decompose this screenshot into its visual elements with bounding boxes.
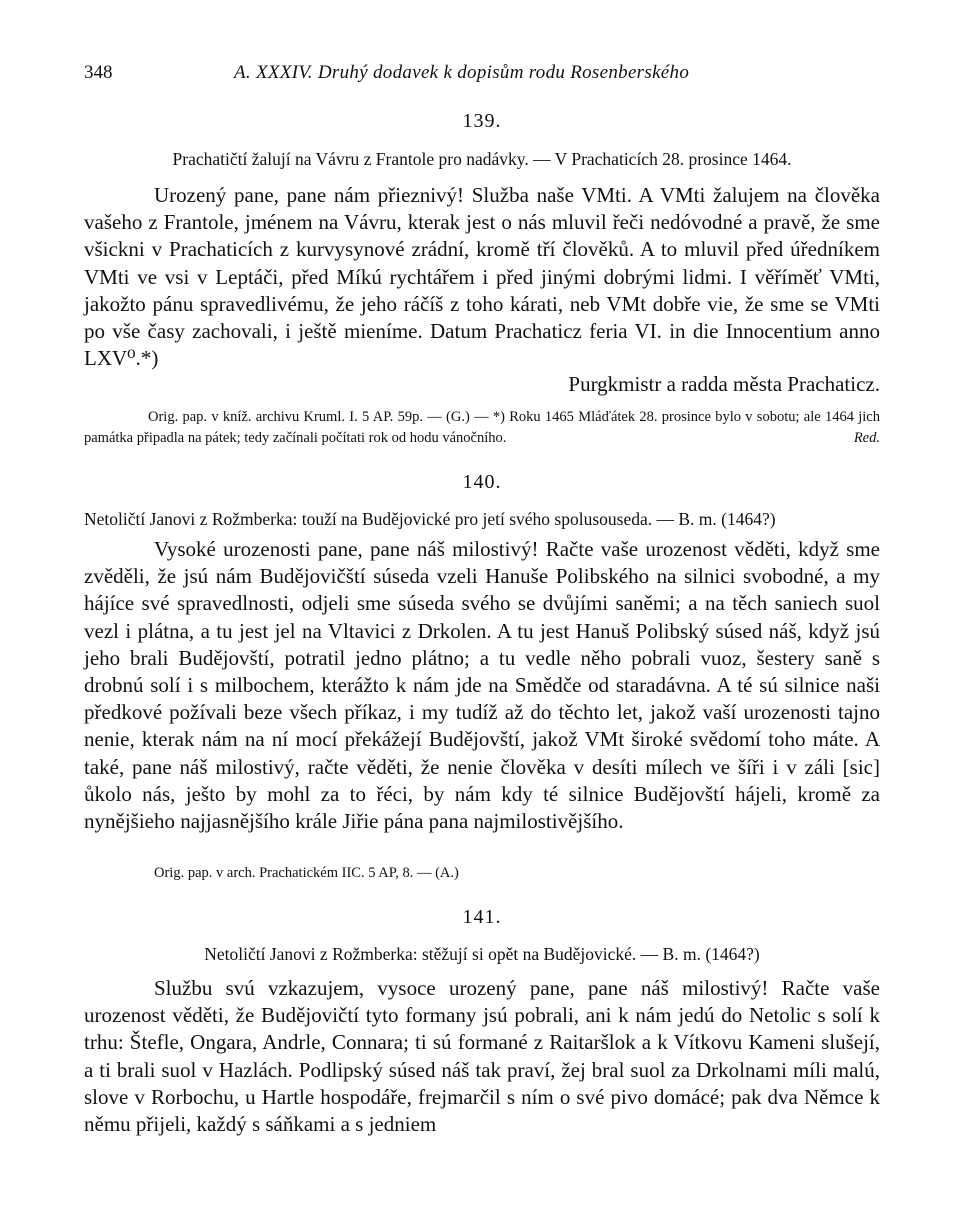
editor-mark: Red.	[853, 430, 880, 446]
document-text	[84, 536, 880, 835]
running-header	[84, 62, 880, 88]
document-regest: Netoličtí Janovi z Rožmberka: touží na Budějovické pro jetí svého spolusouseda. — B. m. (1464?)	[84, 509, 776, 529]
document-number: 140.	[462, 471, 502, 493]
document-number: 141.	[462, 906, 502, 928]
document-text	[84, 975, 880, 1138]
running-title: A. XXXIV. Druhý dodavek k dopisům rodu Rosenberského	[234, 62, 690, 83]
footnote-text: Orig. pap. v kníž. archivu Kruml. I. 5 AP. 59p. — (G.) — *) Roku 1465 Mláďátek 28. prosince bylo v sobotu; ale 1464 jich památka připadla na pátek; tedy začínali počítati rok od hodu vánočního.	[84, 409, 880, 446]
document-text	[84, 182, 880, 372]
document-number: 139.	[462, 110, 502, 132]
page-number: 348	[84, 62, 113, 83]
document-regest: Netoličtí Janovi z Rožmberka: stěžují si opět na Budějovické. — B. m. (1464?)	[204, 944, 760, 964]
source-note: Orig. pap. v arch. Prachatickém IIC. 5 AP, 8. — (A.)	[154, 865, 459, 881]
document-paragraph: Službu svú vzkazujem, vysoce urozený pane, pane náš milostivý! Račte vaše urozenost věděti, že Budějovičtí tyto formany jsú pobrali, ani k nám jedú do Netolic s solí k trhu: Štefle, Ongara, Andrle, Connara; ti sú formané z Raitaršlok a k Vítkovu Kameni slušejí, a ti brali suol v Hazlách. Podlipský súsed náš tak praví, žej bral suol za Drkolnami míli malú, slove v Rorbochu, u Hartle hospodáře, frejmarčil s ním o své pivo domácé; pak dva Němce k němu přijeli, každý s sáňkami a s jedniem	[84, 976, 880, 1137]
document-paragraph: Vysoké urozenosti pane, pane náš milostivý! Račte vaše urozenost věděti, když sme zvěděli, že jsú nám Budějovičští súseda vzeli Hanuše Polibského na silnici svobodné, a my hájíce své spravedlnosti, odjeli sme súseda svého se dvůjími saněmi; a na těch saniech suol vezl i plátna, a tu jest jel na Vltavici z Drkolen. A tu jest Hanuš Polibský súsed náš, když jsú jeho brali Budějovští, potratil jedno plátno; a tu vedle něho pobrali vuoz, šestery saně s drobnú solí i s milbochem, kterážto k nám jde na Smědče od staradávna. A té sú silnice naši předkové požívali beze všech příkaz, i my tudíž až do těchto let, jakož vaší urozenosti tajno nenie, kterak nám na ní mocí překážejí Budějovští, jakož VMt široké svědomí toho máte. A také, pane náš milostivý, račte věděti, že nenie člověka v desíti mílech ve šíři i v záli [sic] ůkolo nás, ješto by mohl za to řéci, by nám kdy té silnice Budějovští hájeli, kromě za nynějšieho najjasnějšího krále Jiřie pána pana najmilostivějšího.	[84, 537, 880, 834]
footnote	[84, 407, 880, 449]
document-signature: Purgkmistr a radda města Prachaticz.	[568, 372, 880, 396]
document-page	[84, 0, 880, 1217]
document-paragraph: Urozený pane, pane nám přieznivý! Služba naše VMti. A VMti žalujem na člověka vašeho z Frantole, jménem na Vávru, kterak jest o nás mluvil řeči nedóvodné a pravě, že sme všickni v Prachaticích z kurvysynové zrádní, kromě tří člověků. A to mluvil před úředníkem VMti ve vsi v Leptáči, před Míkú rychtářem i před jinými dobrými lidmi. I věříměť VMti, jakožto pánu spravedlivému, že jeho ráčíš z toho kárati, neb VMt dobře vie, že sme se VMti po vše časy zachovali, i ještě mieníme. Datum Prachaticz feria VI. in die Innocentium anno LXV⁰.*)	[84, 183, 880, 371]
document-regest: Prachatičtí žalují na Vávru z Frantole pro nadávky. — V Prachaticích 28. prosince 1464.	[172, 149, 792, 169]
